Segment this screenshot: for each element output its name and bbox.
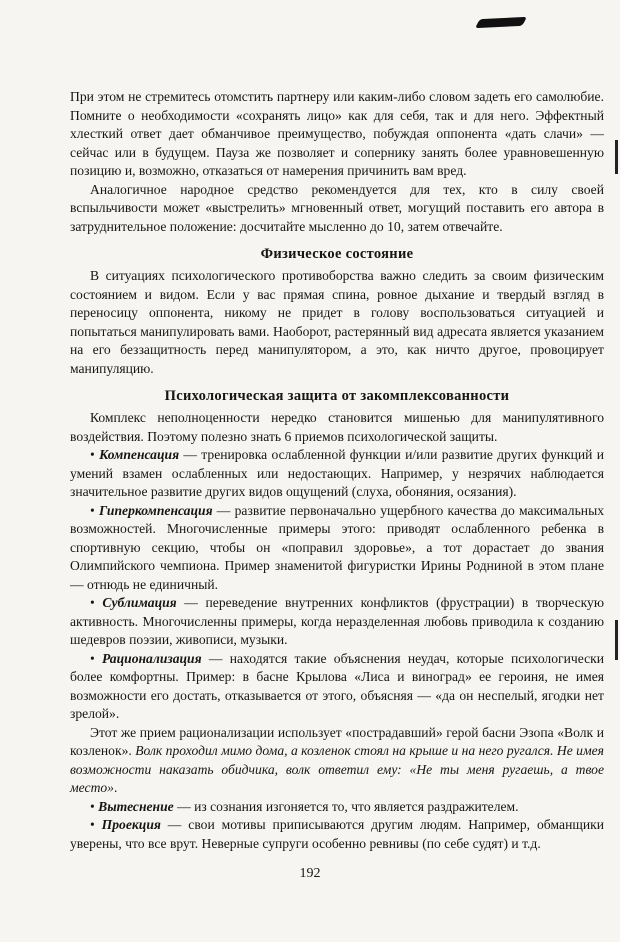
list-item-repression <box>70 798 604 817</box>
term-rationalization: Рационализация <box>102 650 202 666</box>
page-number: 192 <box>299 866 321 881</box>
bullet: • <box>90 817 102 832</box>
term-repression: Вытеснение <box>98 798 174 814</box>
scan-artifact-right-1 <box>615 140 618 174</box>
definition-text: — развитие первоначально ущербного качества до максимальных возможностей. Многочисленные примеры этого: приводят ослабленного ребенка в спортивную секцию, чтобы он «поправил здоровье», а тот дорастает до звания Олимпийского чемпиона. Пример знаменитой фигуристки Ирины Родниной в этом плане — отнюдь не единичный. <box>70 502 604 592</box>
bullet: • <box>90 447 100 462</box>
bullet: • <box>90 650 103 666</box>
list-item-sublimation <box>70 594 604 650</box>
intro-paragraph-1: При этом не стремитесь отомстить партнеру или каким-либо словом задеть его самолюбие. Помните о необходимости «сохранять лицо» как для себя, так и для него. Эффектный хлесткий ответ дает обманчивое преимущество, побуждая оппонента «дать слачи» — сейчас или в будущем. Пауза же позволяет и сопернику занять более уравновешенную позицию и, возможно, отказаться от намерения причинить вам вред. <box>70 89 604 178</box>
bullet: • <box>90 798 99 814</box>
term-hypercompensation: Гиперкомпенсация <box>98 502 213 518</box>
section-heading-defense: Психологическая защита от закомплексованности <box>164 388 510 404</box>
rationalization-example-paragraph <box>70 724 604 798</box>
example-tail: . <box>113 780 118 795</box>
definition-text: — свои мотивы приписываются другим людям. Например, обманщики уверены, что все врут. Неверные супруги особенно ревнивы (по себе судят) и т.д. <box>70 817 604 851</box>
definition-text: — тренировка ослабленной функции и/или развитие других функций и умений взамен ослабленных или недостающих. Например, у незрячих наблюдается значительное развитие других видов ощущений (слуха, обоняния, осязания). <box>70 447 604 499</box>
term-projection: Проекция <box>101 817 161 832</box>
defense-intro-paragraph: Комплекс неполноценности нередко становится мишенью для манипулятивного воздействия. Поэтому полезно знать 6 приемов психологической защиты. <box>70 410 604 444</box>
list-item-hypercompensation <box>70 502 604 595</box>
physical-state-paragraph: В ситуациях психологического противоборства важно следить за своим физическим состоянием и видом. Если у вас прямая спина, ровное дыхание и твердый взгляд в переносицу оппонента, никому не придет в голову воспользоваться ситуацией и попытаться манипулировать вами. Наоборот, растерянный вид адресата является указанием на его беззащитность перед манипулятором, а это, как ничто другое, провоцирует манипуляцию. <box>70 268 604 376</box>
list-item-compensation <box>70 446 604 502</box>
example-lead: Этот же прием рационализации использует «пострадавший» герой басни Эзопа «Волк и козленок». <box>70 724 604 758</box>
page-body <box>70 88 604 853</box>
example-fable-quote: Волк проходил мимо дома, а козленок стоял на крыше и на него ругался. Не имея возможности наказать обидчика, волк ответил ему: «Не ты меня ругаешь, а твое место» <box>70 743 604 795</box>
scan-artifact-top <box>475 17 527 28</box>
section-heading-physical: Физическое состояние <box>260 246 414 262</box>
bullet: • <box>90 502 99 518</box>
bullet: • <box>90 595 103 610</box>
list-item-projection <box>70 816 604 853</box>
list-item-rationalization <box>70 650 604 724</box>
definition-text: — находятся такие объяснения неудач, которые психологически более комфортны. Пример: в басне Крылова «Лиса и виноград» ее героиня, не имея возможности его достать, отказывается от этого, объясняя — «да он неспелый, ягодки нет зрелой». <box>70 650 604 721</box>
term-sublimation: Сублимация <box>102 595 177 610</box>
intro-paragraph-2: Аналогичное народное средство рекомендуется для тех, кто в силу своей вспыльчивости может «выстрелить» мгновенный ответ, могущий поставить его автора в затруднительное положение: досчитайте мысленно до 10, затем отвечайте. <box>70 181 604 234</box>
definition-text: — переведение внутренних конфликтов (фрустрации) в творческую активность. Многочисленны примеры, когда неразделенная любовь приводила к созданию шедевров поэзии, живописи, музыки. <box>70 595 604 647</box>
term-compensation: Компенсация <box>99 447 180 462</box>
scan-artifact-right-2 <box>615 620 618 660</box>
definition-text: — из сознания изгоняется то, что является раздражителем. <box>173 798 519 814</box>
